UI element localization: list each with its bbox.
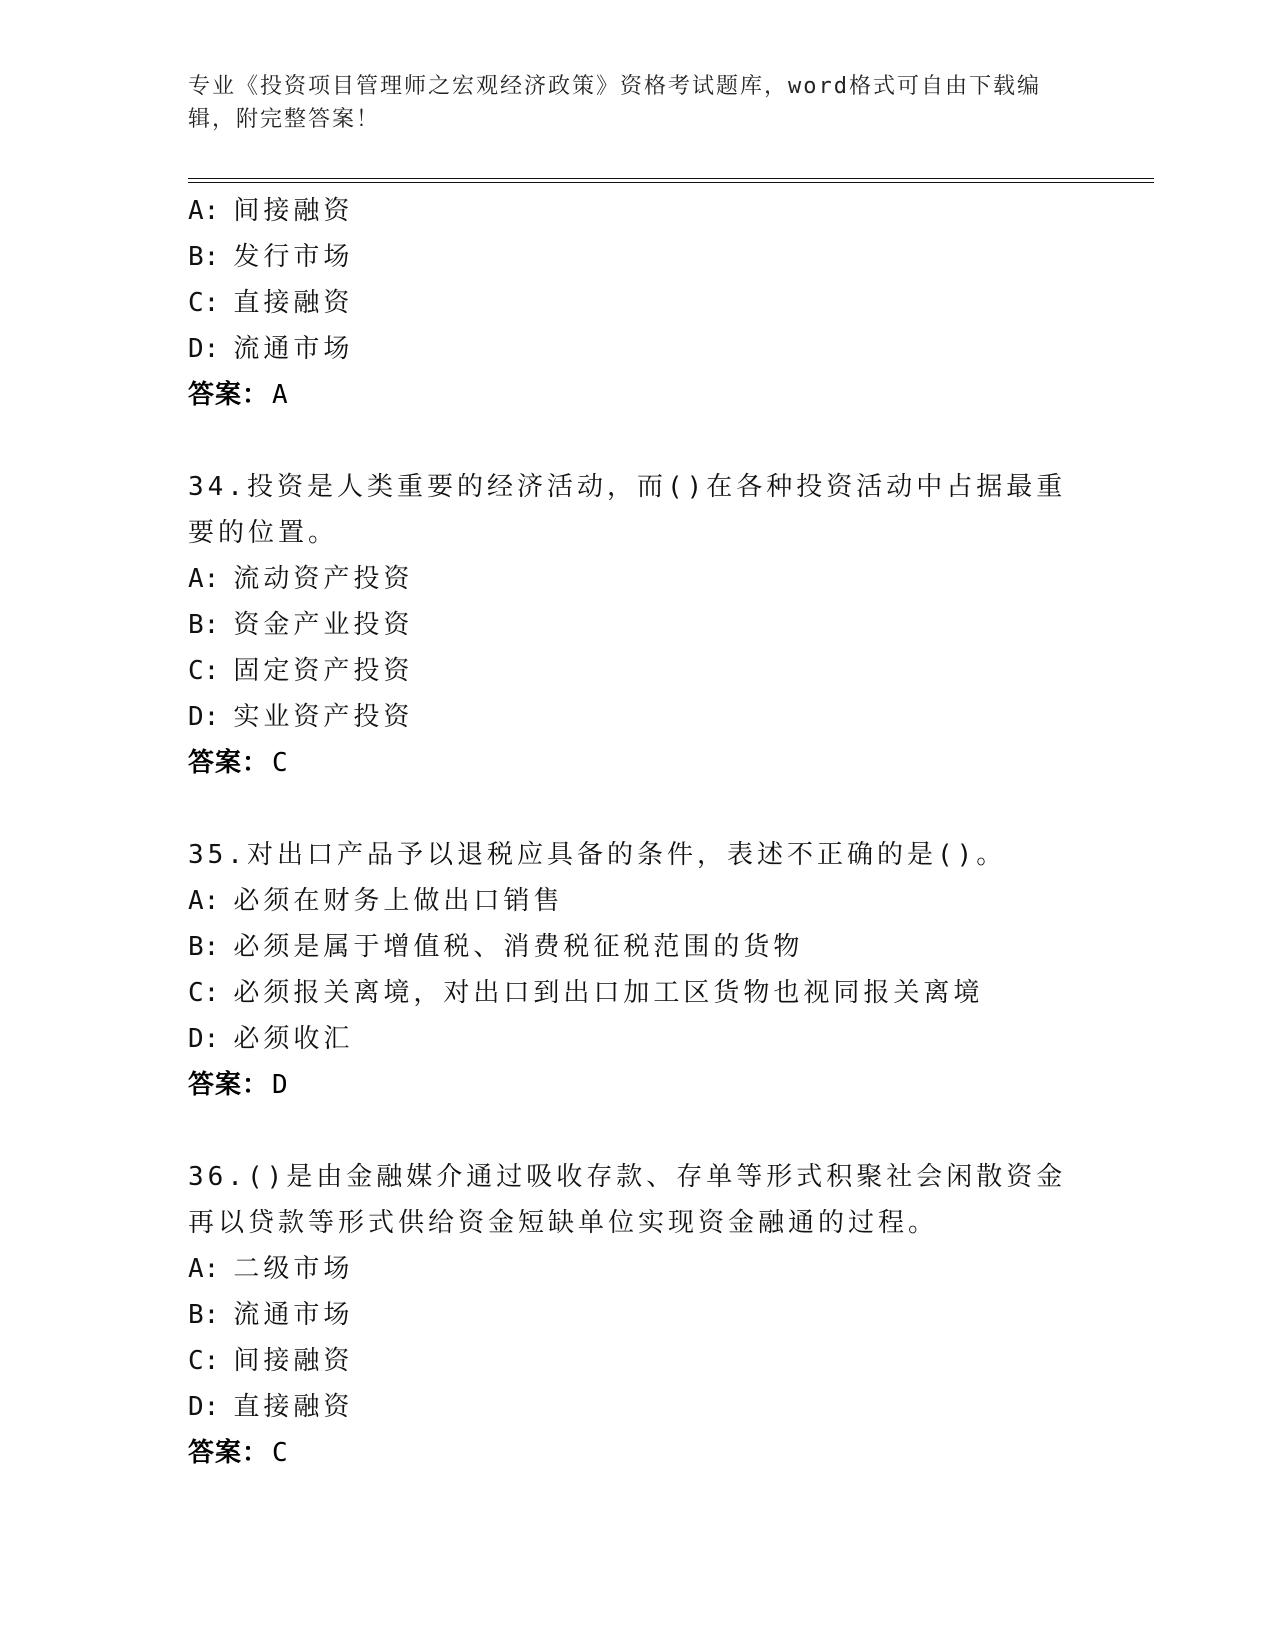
option-c: C: 间接融资 [188,1346,354,1376]
option-a: A: 流动资产投资 [188,564,414,594]
option-a: A: 必须在财务上做出口销售 [188,886,564,916]
answer-line: 答案： C [188,748,288,778]
question-item [188,1154,1088,1476]
option-d: D: 实业资产投资 [188,702,414,732]
option-b: B: 必须是属于增值税、消费税征税范围的货物 [188,932,804,962]
option-d: D: 流通市场 [188,334,354,364]
document-header: 专业《投资项目管理师之宏观经济政策》资格考试题库，word格式可自由下载编辑，附完整答案！ [188,74,1041,132]
option-a: A: 间接融资 [188,196,354,226]
option-c: C: 直接融资 [188,288,354,318]
option-d: D: 直接融资 [188,1392,354,1422]
question-item [188,188,1088,418]
header-rule-bottom [188,182,1154,183]
question-stem: 36.()是由金融媒介通过吸收存款、存单等形式积聚社会闲散资金再以贷款等形式供给资金短缺单位实现资金融通的过程。 [188,1162,1067,1238]
question-stem: 34.投资是人类重要的经济活动，而()在各种投资活动中占据最重要的位置。 [188,472,1067,548]
answer-line: 答案： A [188,380,288,410]
answer-line: 答案： D [188,1070,288,1100]
option-b: B: 流通市场 [188,1300,354,1330]
option-a: A: 二级市场 [188,1254,354,1284]
answer-line: 答案： C [188,1438,288,1468]
option-c: C: 必须报关离境，对出口到出口加工区货物也视同报关离境 [188,978,984,1008]
header-rule-top [188,178,1154,179]
question-list [188,188,1088,1476]
option-c: C: 固定资产投资 [188,656,414,686]
option-b: B: 发行市场 [188,242,354,272]
option-b: B: 资金产业投资 [188,610,414,640]
question-item [188,832,1088,1108]
question-stem: 35.对出口产品予以退税应具备的条件，表述不正确的是()。 [188,840,1007,870]
option-d: D: 必须收汇 [188,1024,354,1054]
question-item [188,464,1088,786]
